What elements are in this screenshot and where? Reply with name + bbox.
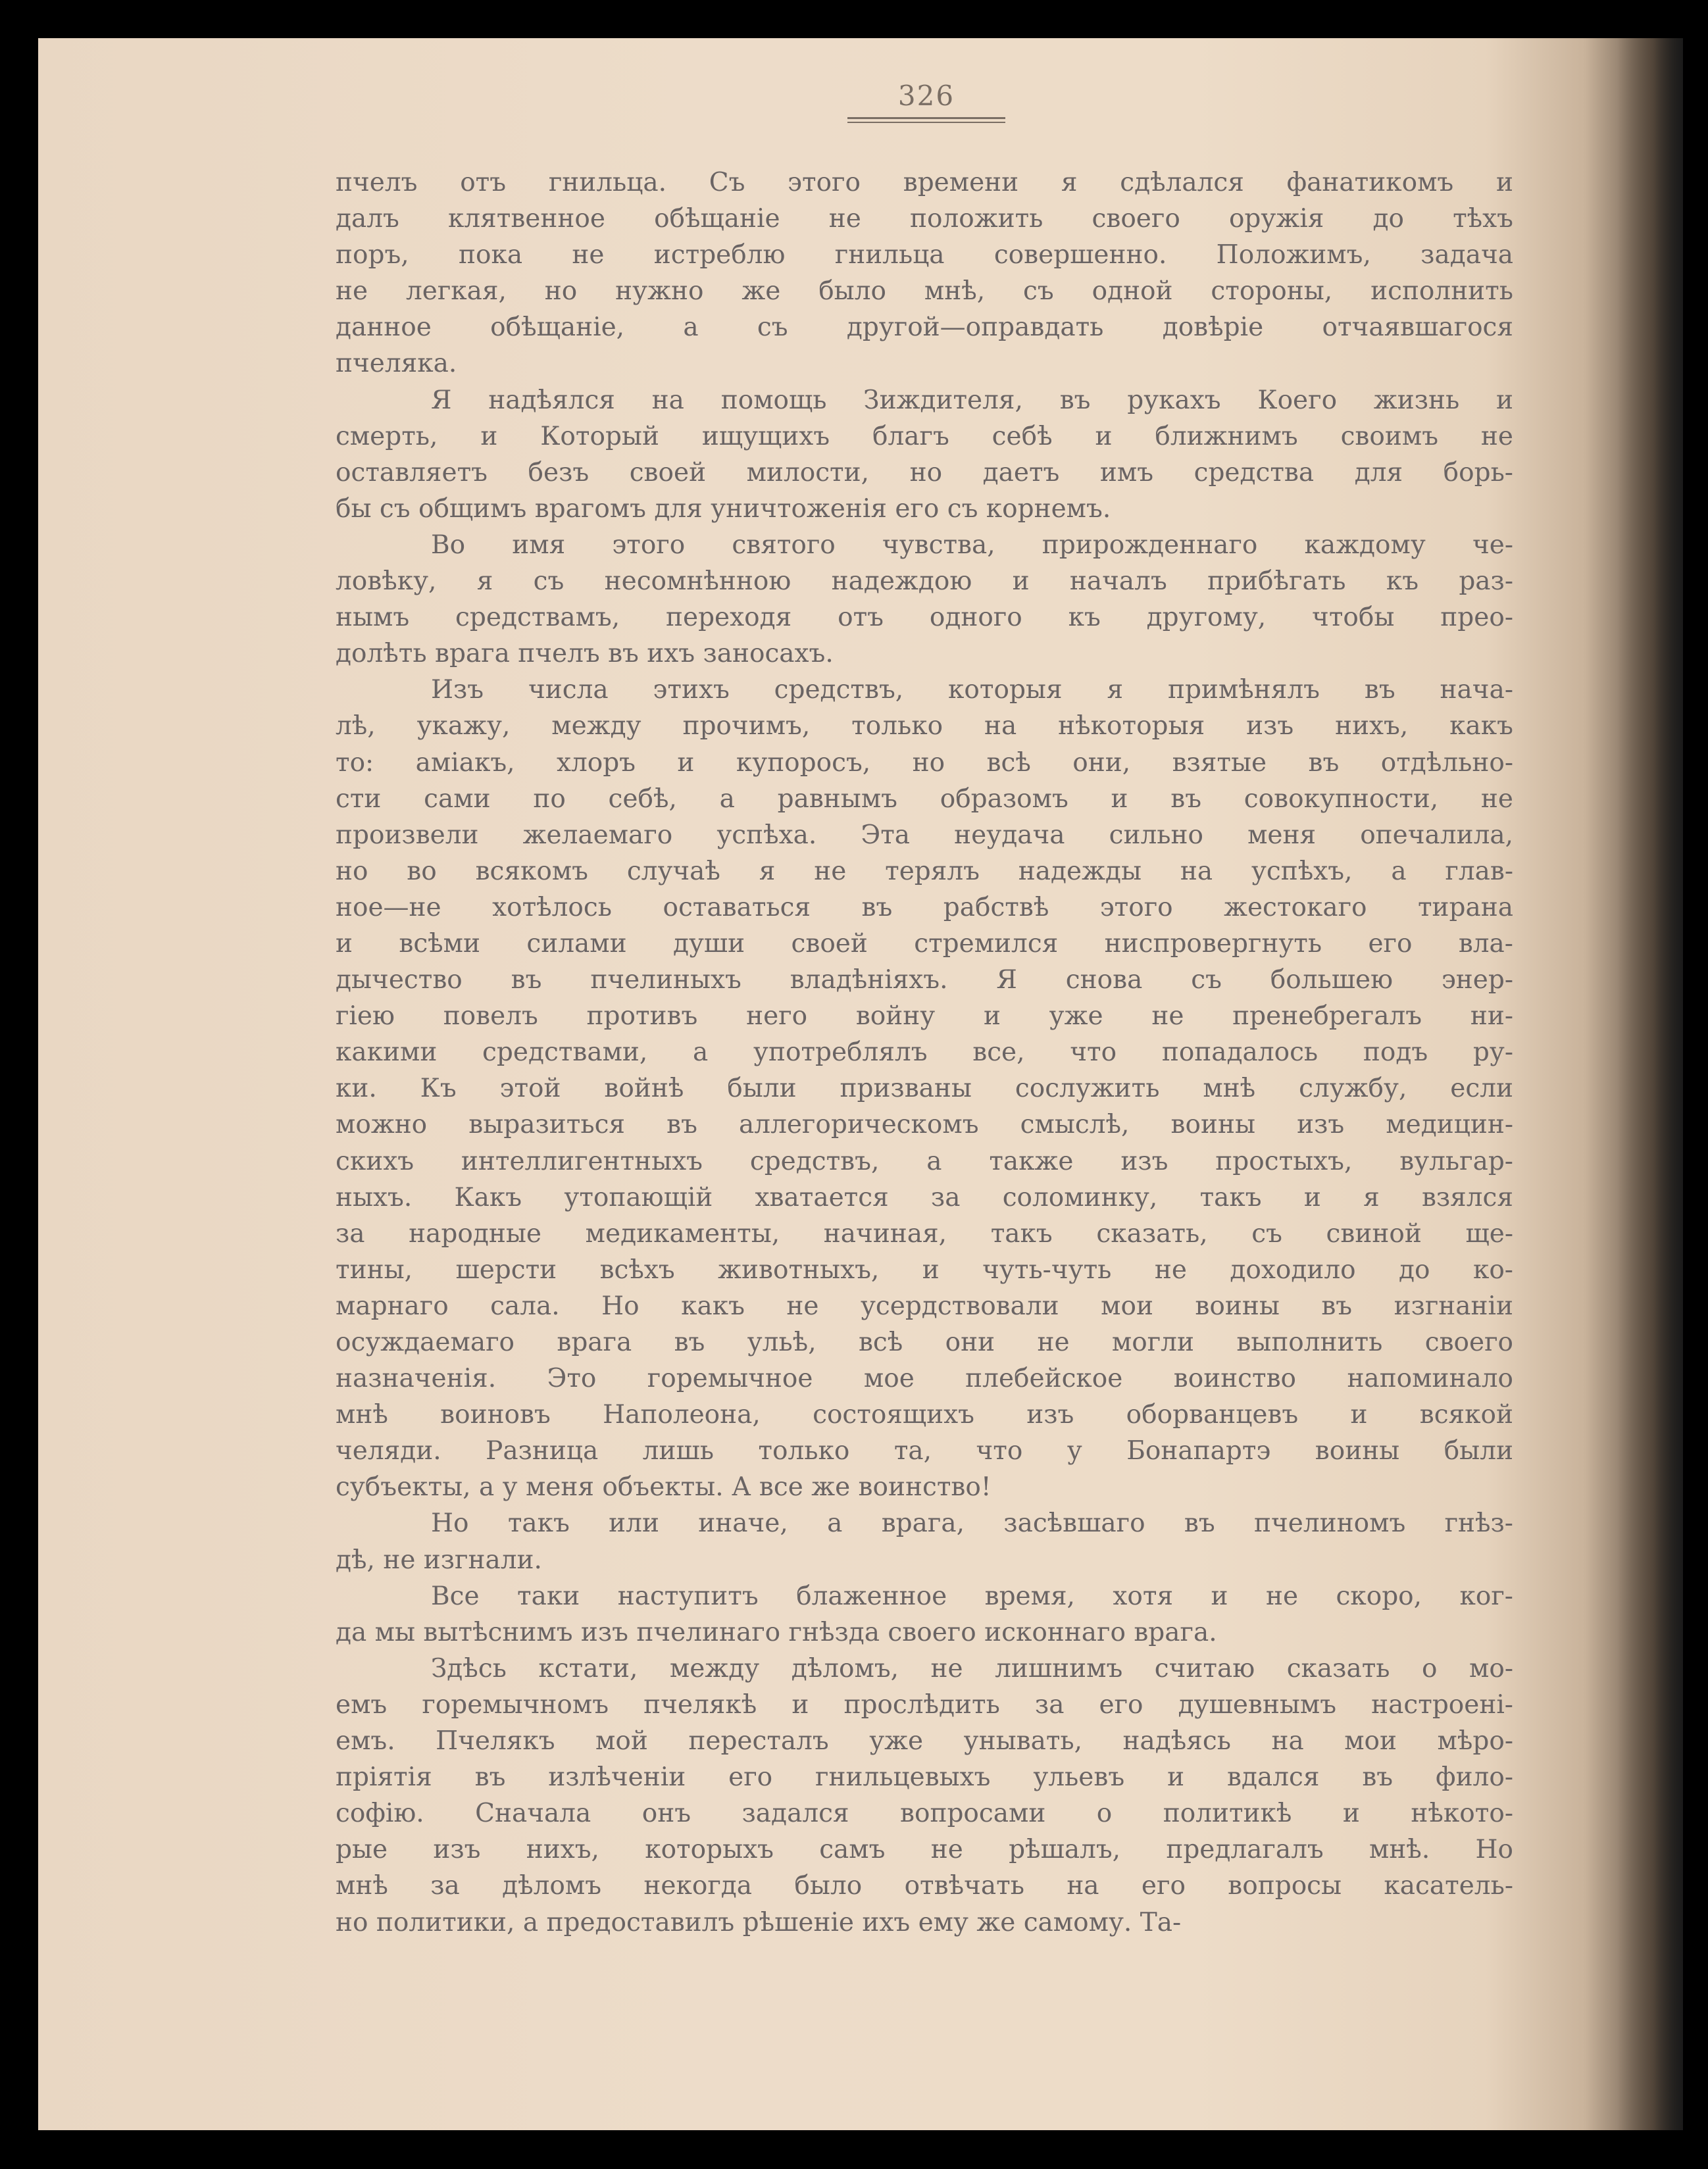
text-line: пріятія въ излѣченіи его гнильцевыхъ ульевъ и вдался въ фило- xyxy=(336,1762,1513,1793)
page-header xyxy=(847,79,1005,123)
text-line: Изъ числа этихъ средствъ, которыя я примѣнялъ въ нача- xyxy=(431,675,1513,705)
text-line: субъекты, а у меня объекты. А все же воинство! xyxy=(336,1472,992,1503)
text-line: ки. Къ этой войнѣ были призваны сослужить мнѣ службу, если xyxy=(336,1074,1513,1104)
text-line: то: аміакъ, хлоръ и купоросъ, но всѣ они, взятые въ отдѣльно- xyxy=(336,747,1513,778)
paragraph xyxy=(336,164,1513,382)
text-line: но во всякомъ случаѣ я не терялъ надежды на успѣхъ, а глав- xyxy=(336,856,1513,886)
text-line: смерть, и Который ищущихъ благъ себѣ и ближнимъ своимъ не xyxy=(336,421,1513,451)
text-line: челяди. Разница лишь только та, что у Бонапартэ воины были xyxy=(336,1436,1513,1466)
text-line: Все таки наступитъ блаженное время, хотя и не скоро, ког- xyxy=(431,1581,1513,1611)
text-line: софію. Сначала онъ задался вопросами о политикѣ и нѣкото- xyxy=(336,1799,1513,1829)
text-line: осуждаемаго врага въ ульѣ, всѣ они не могли выполнить своего xyxy=(336,1328,1513,1357)
text-line: какими средствами, а употреблялъ все, что попадалось подъ ру- xyxy=(336,1037,1513,1068)
body-text xyxy=(336,164,1513,1941)
text-line: да мы вытѣснимъ изъ пчелинаго гнѣзда своего исконнаго врага. xyxy=(336,1617,1217,1647)
text-line: гіею повелъ противъ него войну и уже не пренебрегалъ ни- xyxy=(336,1001,1513,1032)
text-line: данное обѣщаніе, а съ другой—оправдать довѣріе отчаявшагося xyxy=(336,312,1513,343)
paragraph xyxy=(336,1651,1513,1941)
text-line: Во имя этого святого чувства, прирожденнаго каждому че- xyxy=(431,530,1513,560)
text-line: ное—не хотѣлось оставаться въ рабствѣ этого жестокаго тирана xyxy=(336,892,1513,922)
book-page xyxy=(38,38,1683,2130)
text-line: Но такъ или иначе, а врага, засѣвшаго въ пчелиномъ гнѣз- xyxy=(431,1508,1513,1539)
text-line: дѣ, не изгнали. xyxy=(336,1545,542,1575)
page-number: 326 xyxy=(897,80,955,112)
text-line: Я надѣялся на помощь Зиждителя, въ рукахъ Коего жизнь и xyxy=(431,385,1513,415)
text-line: дычество въ пчелиныхъ владѣніяхъ. Я снова съ большею энер- xyxy=(336,965,1513,995)
page-binding-shadow xyxy=(1617,38,1683,2130)
paragraph xyxy=(336,1578,1513,1651)
text-line: мнѣ воиновъ Наполеона, состоящихъ изъ оборванцевъ и всякой xyxy=(336,1400,1513,1430)
paragraph xyxy=(336,527,1513,672)
text-line: марнаго сала. Но какъ не усердствовали мои воины въ изгнаніи xyxy=(336,1291,1513,1321)
text-line: лѣ, укажу, между прочимъ, только на нѣкоторыя изъ нихъ, какъ xyxy=(336,711,1513,741)
text-line: не легкая, но нужно же было мнѣ, съ одной стороны, исполнить xyxy=(336,276,1513,307)
text-line: пчеляка. xyxy=(336,349,457,379)
text-line: тины, шерсти всѣхъ животныхъ, и чуть-чуть не доходило до ко- xyxy=(336,1255,1513,1285)
text-line: долѣть врага пчелъ въ ихъ заносахъ. xyxy=(336,639,834,669)
text-line: можно выразиться въ аллегорическомъ смыслѣ, воины изъ медицин- xyxy=(336,1110,1513,1140)
text-line: далъ клятвенное обѣщаніе не положить своего оружія до тѣхъ xyxy=(336,204,1513,234)
text-line: и всѣми силами души своей стремился ниспровергнуть его вла- xyxy=(336,928,1513,959)
paragraph xyxy=(336,382,1513,527)
text-line: произвели желаемаго успѣха. Эта неудача сильно меня опечалила, xyxy=(336,820,1513,850)
text-line: но политики, а предоставилъ рѣшеніе ихъ ему же самому. Та- xyxy=(336,1907,1182,1937)
text-line: емъ. Пчелякъ мой пересталъ уже унывать, надѣясь на мои мѣро- xyxy=(336,1726,1513,1757)
text-line: нымъ средствамъ, переходя отъ одного къ другому, чтобы прео- xyxy=(336,603,1513,633)
paragraph xyxy=(336,672,1513,1505)
text-line: бы съ общимъ врагомъ для уничтоженія его съ корнемъ. xyxy=(336,493,1111,524)
text-line: ныхъ. Какъ утопающій хватается за соломинку, такъ и я взялся xyxy=(336,1182,1513,1212)
text-line: скихъ интеллигентныхъ средствъ, а также изъ простыхъ, вульгар- xyxy=(336,1146,1513,1176)
text-line: оставляетъ безъ своей милости, но даетъ имъ средства для борь- xyxy=(336,457,1513,487)
paragraph xyxy=(336,1505,1513,1578)
text-line: сти сами по себѣ, а равнымъ образомъ и въ совокупности, не xyxy=(336,784,1513,814)
header-rule xyxy=(847,117,1005,119)
text-line: рые изъ нихъ, которыхъ самъ не рѣшалъ, предлагалъ мнѣ. Но xyxy=(336,1835,1513,1865)
header-rule-thin xyxy=(847,122,1005,123)
text-line: ловѣку, я съ несомнѣнною надеждою и началъ прибѣгать къ раз- xyxy=(336,566,1513,597)
text-line: за народные медикаменты, начиная, такъ сказать, съ свиной ще- xyxy=(336,1218,1513,1249)
text-line: мнѣ за дѣломъ некогда было отвѣчать на его вопросы касатель- xyxy=(336,1871,1513,1901)
text-line: поръ, пока не истреблю гнильца совершенно. Положимъ, задача xyxy=(336,240,1513,270)
text-line: назначенія. Это горемычное мое плебейское воинство напоминало xyxy=(336,1364,1513,1394)
text-line: Здѣсь кстати, между дѣломъ, не лишнимъ считаю сказать о мо- xyxy=(431,1653,1513,1683)
text-line: пчелъ отъ гнильца. Съ этого времени я сдѣлался фанатикомъ и xyxy=(336,168,1513,197)
text-line: емъ горемычномъ пчелякѣ и прослѣдить за его душевнымъ настроені- xyxy=(336,1689,1513,1720)
